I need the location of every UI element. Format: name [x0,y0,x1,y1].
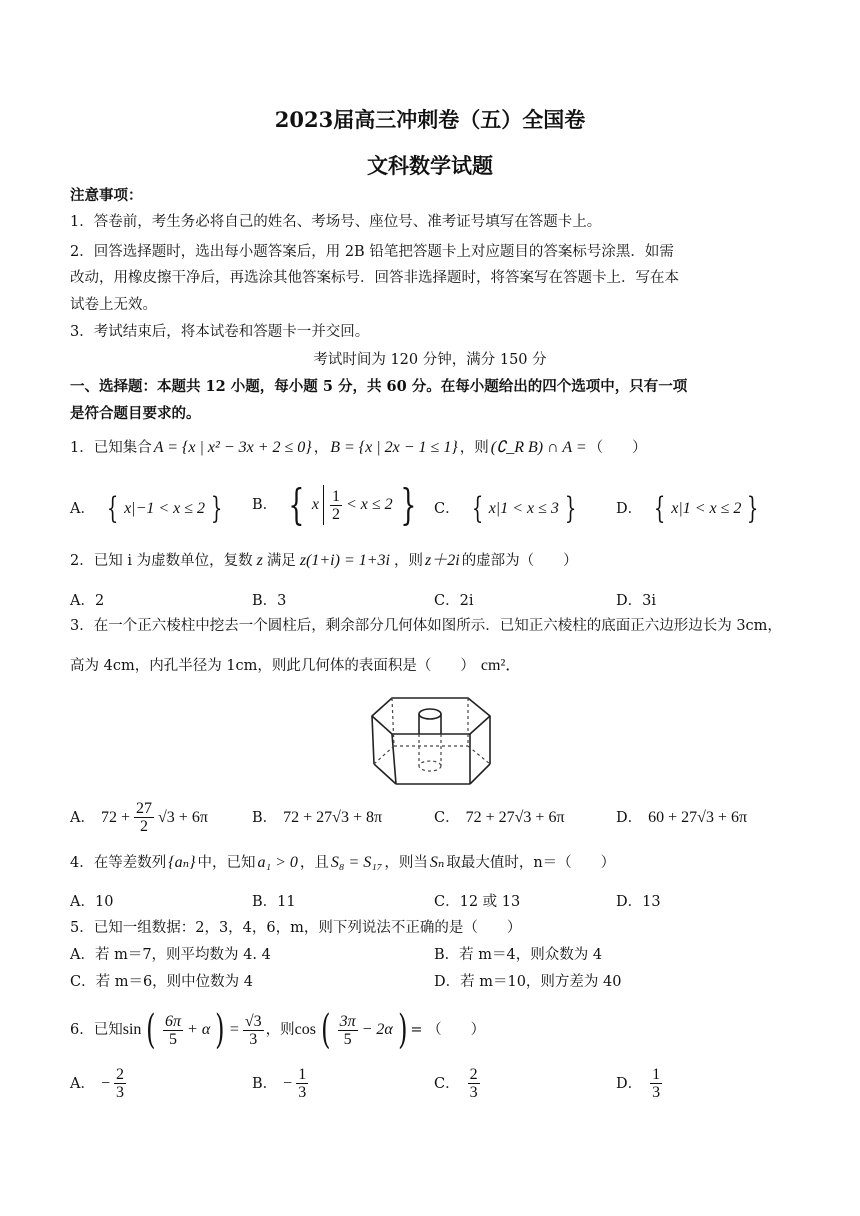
q6-text-a: 6．已知 [70,1022,123,1038]
q4-text-b: 中，已知 [197,855,256,871]
q6-tail: = （ ） [410,1022,486,1038]
q2-option-b: B．3 [252,593,287,609]
q1-sep: ， [313,440,329,456]
q1-option-b-var: x [311,496,319,513]
notice-heading: 注意事项： [70,187,143,204]
q6-option-d [616,1066,664,1101]
q6-option-b [252,1066,310,1101]
q6-option-c-denominator: 3 [469,1084,478,1101]
q3-option-a-denominator: 2 [140,818,149,835]
q6-arg1-post: + α [187,1021,211,1038]
q2-text-b: 满足 [266,553,296,569]
q4-sn: Sₙ [429,854,445,871]
q6-option-d-numerator: 1 [652,1066,661,1083]
q1-option-b-denominator: 2 [332,505,340,523]
q1-option-d-label: D． [616,501,643,517]
q6-value-denominator: 3 [249,1030,258,1048]
notice-item-1: 1．答卷前，考生务必将自己的姓名、考场号、座位号、准考证号填写在答题卡上。 [70,214,602,230]
q3-option-a-post: √3 + 6π [158,808,208,826]
section-1-heading-line-2: 是符合题目要求的。 [70,405,201,422]
q6-text-b: ，则 [265,1022,295,1038]
q6-sin: sin [122,1021,142,1038]
exam-subtitle: 文科数学试题 [367,153,493,178]
left-paren: ( [321,1007,331,1053]
q6-option-b-numerator: 1 [298,1066,307,1083]
q3-option-c-label: C． [434,810,460,826]
q6-arg1-denominator: 5 [169,1030,178,1048]
q6-cos: cos [294,1021,316,1038]
q2-z: z [256,552,263,569]
q6-option-c [434,1066,482,1101]
set-divider [323,485,324,525]
q3-option-c [434,808,565,828]
right-brace: } [210,491,223,526]
exam-time-info: 考试时间为 120 分钟，满分 150 分 [313,352,547,368]
q4-option-a: A．10 [70,894,114,910]
q4-option-b: B．11 [252,894,296,910]
q5-option-c: C．若 m＝6，则中位数为 4 [70,974,254,990]
q6-arg1-numerator: 6π [165,1012,182,1030]
q2-option-d: D．3i [616,593,656,609]
q1-option-a [70,491,226,526]
right-brace: } [564,491,577,526]
q1-option-d [616,491,763,526]
q6-option-b-denominator: 3 [298,1084,307,1101]
hexagonal-prism-figure [366,688,498,792]
left-brace: { [106,491,119,526]
q3-option-b-text: 72 + 27√3 + 8π [283,809,383,826]
q2-option-a: A．2 [70,593,105,609]
q2-expression: z＋2i [425,552,460,569]
question-1-stem [70,438,647,458]
notice-item-2-line-3: 试卷上无效。 [70,297,157,313]
q5-option-d: D．若 m＝10，则方差为 40 [434,974,622,990]
left-brace: { [288,480,305,529]
q3-option-b-label: B． [252,810,278,826]
q1-option-c-text: x|1 < x ≤ 3 [488,500,559,517]
q4-option-d: D．13 [616,894,661,910]
q1-option-b-label: B． [252,497,278,513]
q6-option-d-denominator: 3 [652,1084,661,1101]
q1-set-b: B = {x | 2x − 1 ≤ 1} [330,439,458,456]
notice-item-3: 3．考试结束后，将本试卷和答题卡一并交回。 [70,324,370,340]
q6-value-numerator: √3 [244,1012,262,1030]
q4-text-d: ，则当 [384,855,428,871]
q6-option-b-sign: − [283,1074,293,1092]
notice-item-2-line-2: 改动，用橡皮擦干净后，再选涂其他答案标号．回答非选择题时，将答案写在答题卡上．写在本 [70,270,679,286]
q1-set-a: A = {x | x² − 3x + 2 ≤ 0} [153,439,312,456]
q3-option-a-numerator: 27 [136,800,153,817]
q3-option-a [70,800,208,835]
right-brace: } [400,480,417,529]
left-paren: ( [146,1007,156,1053]
q6-option-c-numerator: 2 [469,1066,478,1083]
question-2-stem [70,551,578,571]
q4-text-e: 取最大值时，n＝（ ） [446,855,616,871]
q1-tail: （ ） [588,440,647,456]
q2-equation: z(1+i) = 1+3i [299,552,390,569]
question-5-stem: 5．已知一组数据：2，3，4，6，m，则下列说法不正确的是（ ） [70,920,522,936]
q6-arg2-numerator: 3π [339,1012,356,1030]
q6-option-a-sign: − [100,1074,111,1092]
q3-unit: cm²． [480,657,522,674]
q1-prefix: 1．已知集合 [70,440,152,456]
q3-option-b [252,808,382,828]
q4-condition-1: a₁ > 0 [257,854,298,871]
question-3-stem-line-1: 3．在一个正六棱柱中挖去一个圆柱后，剩余部分几何体如图所示．已知正六棱柱的底面正六边形边长为 3cm， [70,618,782,634]
left-brace: { [471,491,483,526]
q1-option-b [252,480,421,529]
q1-mid: ，则 [459,440,489,456]
question-3-stem-line-2 [70,656,521,676]
q6-option-d-label: D． [616,1075,643,1092]
q3-option-a-label: A． [70,809,95,826]
q2-text-c: ，则 [394,553,423,569]
q3-option-d-label: D． [616,810,643,826]
q6-option-c-label: C． [434,1075,460,1092]
right-paren: ) [215,1007,225,1053]
left-brace: { [653,491,666,526]
q1-option-d-text: x|1 < x ≤ 2 [671,500,742,517]
q6-arg2-denominator: 5 [343,1030,352,1048]
question-4-stem [70,853,615,873]
right-brace: } [747,491,759,526]
section-1-heading: 一、选择题：本题共 12 小题，每小题 5 分，共 60 分。在每小题给出的四个选项中，只有一项 [70,378,688,395]
q3-option-d [616,808,747,828]
q5-option-a: A．若 m＝7，则平均数为 4. 4 [70,947,271,963]
q1-option-b-numerator: 1 [332,487,340,505]
q5-option-b: B．若 m＝4，则众数为 4 [434,947,603,963]
q3-option-c-text: 72 + 27√3 + 6π [465,809,565,826]
q6-equals: = [229,1021,239,1038]
q4-condition-2: S₈ = S₁₇ [330,854,383,871]
q4-option-c: C．12 或 13 [434,894,521,910]
q2-text-d: 的虚部为（ ） [461,553,578,569]
q6-option-a-label: A． [70,1075,95,1092]
q6-option-a-numerator: 2 [116,1066,125,1083]
q4-sequence: {aₙ} [168,854,196,871]
q4-text-c: ，且 [299,855,329,871]
notice-item-2-line-1: 2．回答选择题时，选出每小题答案后，用 2B 铅笔把答题卡上对应题目的答案标号涂黑．如需 [70,244,674,260]
q4-text-a: 4．在等差数列 [70,855,167,871]
q3-option-a-pre: 72 + [100,808,131,826]
q6-arg2-post: − 2α [361,1021,393,1038]
right-paren: ) [397,1007,408,1053]
q1-option-c [434,491,580,526]
exam-title: 2023届高三冲刺卷（五）全国卷 [274,107,586,132]
q6-option-a-denominator: 3 [116,1084,125,1101]
q6-option-b-label: B． [252,1075,278,1092]
q2-option-c: C．2i [434,593,474,609]
q1-option-a-label: A． [70,501,95,517]
q1-option-b-condition: < x ≤ 2 [346,496,393,513]
q1-option-a-text: x|−1 < x ≤ 2 [124,500,206,517]
q3-line-2-text: 高为 4cm，内孔半径为 1cm，则此几何体的表面积是（ ） [70,658,475,674]
q2-text-a: 2．已知 i 为虚数单位，复数 [70,553,253,569]
q3-option-d-text: 60 + 27√3 + 6π [648,809,748,826]
q6-option-a [70,1066,128,1101]
question-6-stem [70,1007,486,1053]
q1-expression: (∁_R B) ∩ A = [490,439,587,456]
q1-option-c-label: C． [434,501,460,517]
